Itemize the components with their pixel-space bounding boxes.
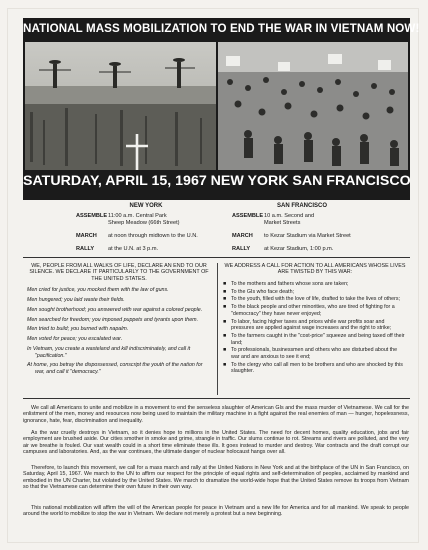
bullet-icon: ■ [223,332,227,339]
new-york-schedule [76,203,216,259]
body-paragraph-text: We call all Americans to unite and mobilize in a movement to end the senseless slaughter of American GIs and the mass murder of Vietnamese. We call for the enlistment of the men, money and resources now being used to maintain the military machine in a fight against the real enemies of man — hunger, hopelessness, ignorance, hate, fear, discrimination and inequality. [23,405,409,424]
call-item: To the mothers and fathers whose sons are taken; [231,280,349,287]
photo-crowd [218,42,408,170]
call-item: To the youth, filled with the love of life, drafted to take the lives of others; [231,296,401,303]
call-item: To the farmers caught in the "cost-price" squeeze and being taxed off their land; [231,332,405,346]
declaration-line: Men sought brotherhood; you answered with war against a colored people. [27,306,203,313]
new-york-march-label: MARCH [76,233,97,239]
san-francisco-march: to Kezar Stadium via Market Street [264,233,351,239]
bullet-icon: ■ [223,318,227,325]
san-francisco-assemble: 10 a.m. Second and Market Streets [264,213,315,226]
san-francisco-schedule [232,203,372,259]
declaration-line: Men voted for peace; you escalated war. [27,336,123,343]
san-francisco-title: SAN FRANCISCO [276,203,327,209]
body-paragraph-text: This national mobilization will affirm the will of the American people for peace in Vietnam and a new life for America and for all mankind. We speak to people around the world to mobilize to stop the war in Vietnam. We declare not merely a protest but a new beginning. [23,505,409,518]
san-francisco-assemble-label: ASSEMBLE [232,213,264,219]
body-paragraph-text: As the war cruelly destroys in Vietnam, so it denies hope to millions in the United States. The need for decent homes, quality education, jobs and fair employment are brushed aside. Our cities smother in smoke and grime, strangle in traffic. Our slums continue to rot. Streams and rivers are polluted, and the very air we breathe is fouled. Our vast wealth could in a short time eliminate these ills. It goes instead to murder and destroy. War contracts and the draft corrupt our campuses and laboratories. And, as the war continues, the ultimate danger of nuclear holocaust hangs over all. [23,430,409,456]
body-paragraph-text: Therefore, to launch this movement, we call for a mass march and rally at the United Nations in New York and at the birthplace of the UN in San Francisco, on Saturday, April 15, 1967. We march to the UN to affirm our respect for the principle of equal rights and self-determination of peoples, acclaimed by mankind and embodied in the UN Charter, but violated by the United States. We march to dramatize the world-wide hope that the United States remove its troops from Vietnam so that the Vietnamese can determine their own future in their own way. [23,465,409,491]
bullet-icon: ■ [223,288,227,295]
divider-top [23,257,410,258]
new-york-assemble: 11:00 a.m. Central Park Sheep Meadow (66th Street) [108,213,180,226]
body-paragraph [23,505,409,518]
column-divider [217,263,218,395]
bullet-icon: ■ [223,280,227,287]
call-item: To the clergy who call all men to be brothers and who are shocked by this slaughter. [231,361,403,375]
bullet-icon: ■ [223,361,227,368]
bullet-icon: ■ [223,296,227,303]
call-item: To the black people and other minorities, who are tired of fighting for a "democracy" they have never enjoyed; [231,304,395,317]
body-paragraph [23,430,409,456]
body-paragraph [23,405,409,424]
new-york-rally: at the U.N. at 3 p.m. [108,246,159,252]
declaration-line: Men tried to build; you burned with napalm. [27,326,129,333]
call-item: To professionals, businessmen and others who are disturbed about the war and are anxious to see it end; [231,347,398,360]
call-heading: WE ADDRESS A CALL FOR ACTION TO ALL AMERICANS WHOSE LIVES ARE TWISTED BY THIS WAR: [224,263,406,276]
bullet-icon: ■ [223,347,227,354]
declaration-column [27,263,211,379]
new-york-title: NEW YORK [129,203,163,209]
declaration-line: In Vietnam, you create a wasteland and kill indiscriminately, and call it "pacification." [27,345,191,359]
banner [23,18,420,200]
divider-bottom [23,398,410,399]
dateline: SATURDAY, APRIL 15, 1967 NEW YORK SAN FRANCISCO [23,173,411,189]
call-item: To the GIs who face death; [231,288,295,295]
declaration-line: Men hungered; you laid waste their fields. [27,297,125,303]
call-column [223,263,407,376]
call-item: To labor, facing higher taxes and prices while war profits soar and pressures are applied against wage increases and the right to strike; [231,318,392,332]
photo-farmers [25,42,216,170]
declaration-line: At home, you betray the dispossessed, conscript the youth of the nation for war, and call it "democracy." [27,362,203,375]
bullet-icon: ■ [223,304,227,311]
declaration-heading: WE, PEOPLE FROM ALL WALKS OF LIFE, DECLARE AN END TO OUR SILENCE. WE DECLARE IT PARTICULARLY TO THE GOVERNMENT OF THE UNITED STATES. [29,263,209,282]
body-paragraph [23,465,409,491]
new-york-assemble-label: ASSEMBLE [76,213,108,219]
headline: NATIONAL MASS MOBILIZATION TO END THE WAR IN VIETNAM NOW! [23,22,420,35]
new-york-rally-label: RALLY [76,246,95,252]
san-francisco-rally: at Kezar Stadium, 1:00 p.m. [264,246,334,252]
declaration-line: Men searched for freedom; you imposed puppets and tyrants upon them. [27,316,199,323]
declaration-line: Men cried for justice, you mocked them with the law of guns. [27,287,169,294]
san-francisco-rally-label: RALLY [232,246,251,252]
new-york-march: at noon through midtown to the U.N. [108,233,198,239]
san-francisco-march-label: MARCH [232,233,253,239]
